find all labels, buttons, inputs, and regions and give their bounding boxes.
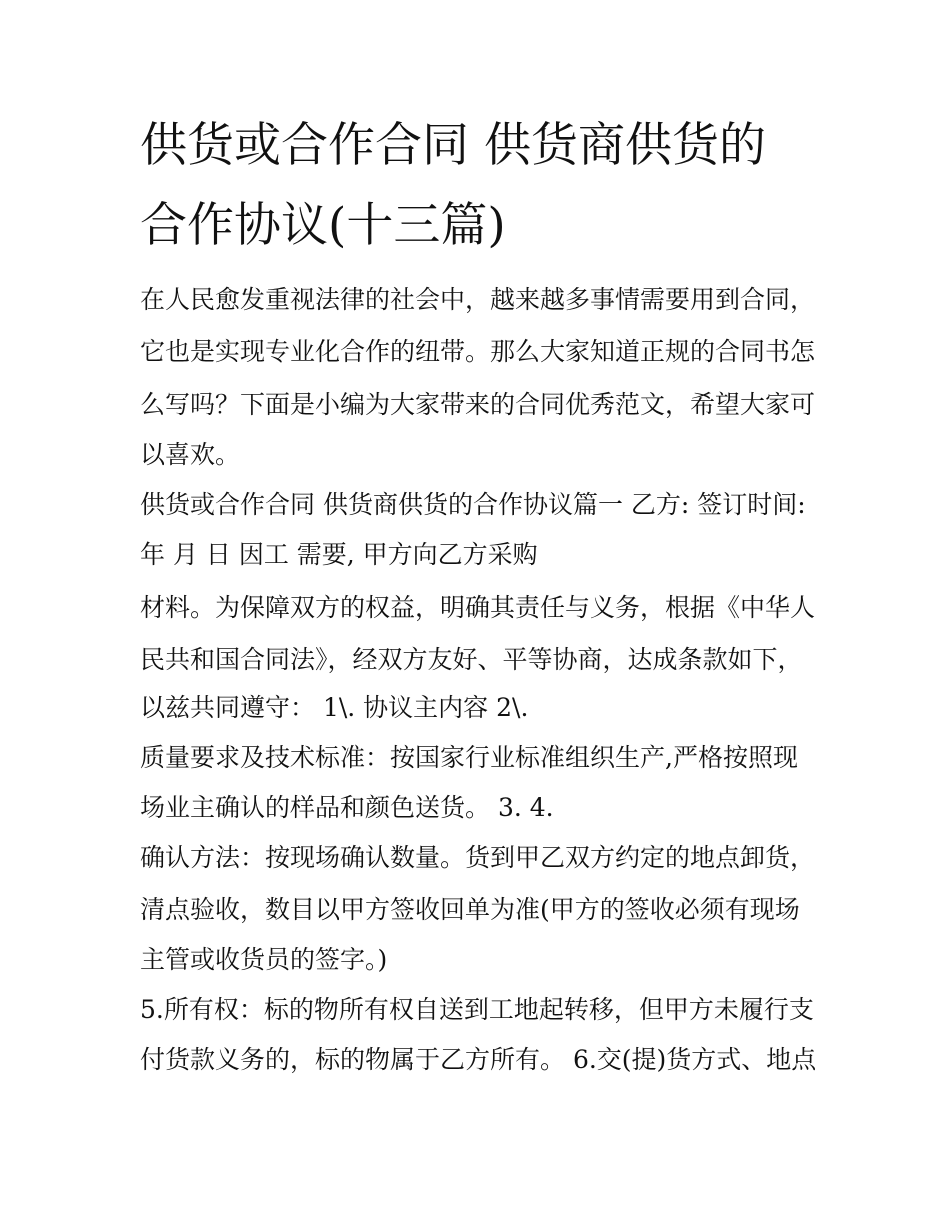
body-line: 以喜欢。 [140,440,241,469]
title-line: 合作协议(十三篇) [140,198,506,253]
body-line: 民共和国合同法》，经双方友好、平等协商，达成条款如下， [140,645,803,674]
body-line: 场业主确认的样品和颜色送货。 3. 4. [140,793,554,822]
body-line: 5.所有权：标的物所有权自送到工地起转移，但甲方未履行支 [140,995,814,1024]
title-line: 供货或合作合同 供货商供货的 [140,118,766,173]
body-line: 确认方法：按现场确认数量。货到甲乙双方约定的地点卸货， [140,843,816,872]
body-line: 它也是实现专业化合作的纽带。那么大家知道正规的合同书怎 [140,337,816,366]
body-line: 年 月 日 因工 需要, 甲方向乙方采购 [140,540,538,569]
body-line: 主管或收货员的签字。) [140,945,388,974]
body-line: 质量要求及技术标准：按国家行业标准组织生产,严格按照现 [140,743,798,772]
body-line: 供货或合作合同 供货商供货的合作协议篇一 乙方: 签订时间: [140,490,806,519]
body-line: 付货款义务的，标的物属于乙方所有。 6.交(提)货方式、地点 [140,1045,817,1074]
body-line: 材料。为保障双方的权益，明确其责任与义务，根据《中华人 [140,593,816,622]
body-line: 么写吗？下面是小编为大家带来的合同优秀范文，希望大家可 [140,390,816,419]
body-line: 在人民愈发重视法律的社会中，越来越多事情需要用到合同， [140,285,816,314]
body-line: 清点验收，数目以甲方签收回单为准(甲方的签收必须有现场 [140,895,800,924]
body-line: 以兹共同遵守： 1\. 协议主内容 2\. [140,693,529,722]
